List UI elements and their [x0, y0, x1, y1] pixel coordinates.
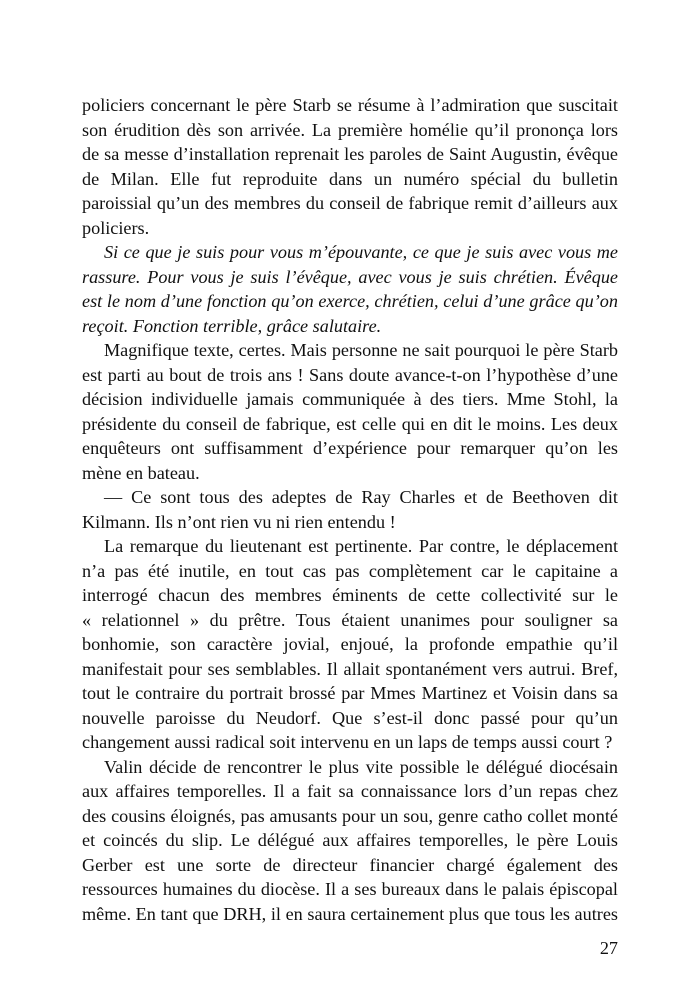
text-line: des cousins éloignés, pas amusants pour un sou, genre catho collet monté [82, 805, 618, 826]
text-line: et coincés du slip. Le délégué aux affaires temporelles, le père Louis [82, 830, 618, 850]
text-line: même. En tant que DRH, il en saura certainement plus que tous les autres [82, 903, 618, 924]
text-line: décision individuelle jamais communiquée à des tiers. Mme Stohl, la [82, 389, 618, 409]
text-line: son érudition dès son arrivée. La première homélie qu’il prononça lors [82, 119, 618, 140]
text-line: Kilmann. Ils n’ont rien vu ni rien entendu ! [82, 511, 396, 532]
text-line: mène en bateau. [82, 462, 200, 483]
text-line: policiers. [82, 217, 150, 238]
text-line: aux affaires temporelles. Il a fait sa connaissance lors d’un repas chez [82, 781, 618, 801]
quote-text-line: rassure. Pour vous je suis l’évêque, avec vous je suis chrétien. Évêque [82, 266, 618, 287]
text-line: Gerber est une sorte de directeur financier chargé également des [82, 854, 618, 875]
text-line: ressources humaines du diocèse. Il a ses bureaux dans le palais épiscopal [82, 879, 618, 899]
text-line: nouvelle paroisse du Neudorf. Que s’est-il donc passé pour qu’un [82, 707, 618, 728]
text-line: interrogé chacun des membres éminents de cette collectivité sur le [82, 585, 618, 605]
text-line: Valin décide de rencontrer le plus vite possible le délégué diocésain [104, 756, 618, 777]
text-line: de sa messe d’installation reprenait les paroles de Saint Augustin, évêque [82, 144, 618, 164]
text-line: bonhomie, son caractère jovial, enjoué, la profonde empathie qu’il [82, 634, 618, 654]
text-line: Magnifique texte, certes. Mais personne ne sait pourquoi le père Starb [104, 340, 618, 360]
text-line: « relationnel » du prêtre. Tous étaient unanimes pour souligner sa [82, 609, 618, 630]
text-line: paroissial qu’un des membres du conseil de fabrique remit d’ailleurs aux [82, 193, 618, 213]
text-line: manifestait pour ses semblables. Il allait spontanément vers autrui. Bref, [82, 658, 618, 679]
text-line: enquêteurs ont suffisamment d’expérience pour remarquer qu’on les [82, 438, 618, 458]
quote-text-line: reçoit. Fonction terrible, grâce salutaire. [82, 315, 382, 336]
quote-text-line: Si ce que je suis pour vous m’épouvante, ce que je suis avec vous me [104, 242, 618, 262]
text-line: tout le contraire du portrait brossé par Mmes Martinez et Voisin dans sa [82, 683, 618, 703]
text-line: — Ce sont tous des adeptes de Ray Charles et de Beethoven dit [104, 487, 618, 507]
text-line: La remarque du lieutenant est pertinente. Par contre, le déplacement [104, 536, 618, 556]
text-line: présidente du conseil de fabrique, est celle qui en dit le moins. Les deux [82, 413, 618, 434]
text-line: changement aussi radical soit intervenu en un laps de temps aussi court ? [82, 732, 613, 752]
text-line: policiers concernant le père Starb se résume à l’admiration que suscitait [82, 95, 618, 115]
text-line: est parti au bout de trois ans ! Sans doute avance-t-on l’hypothèse d’une [82, 364, 618, 385]
page-body-text [82, 93, 618, 926]
page-number: 27 [599, 938, 618, 958]
text-line: de Milan. Elle fut reproduite dans un numéro spécial du bulletin [82, 168, 618, 189]
text-line: n’a pas été inutile, en tout cas pas complètement car le capitaine a [82, 560, 618, 581]
quote-text-line: est le nom d’une fonction qu’on exerce, chrétien, celui d’une grâce qu’on [82, 291, 618, 311]
